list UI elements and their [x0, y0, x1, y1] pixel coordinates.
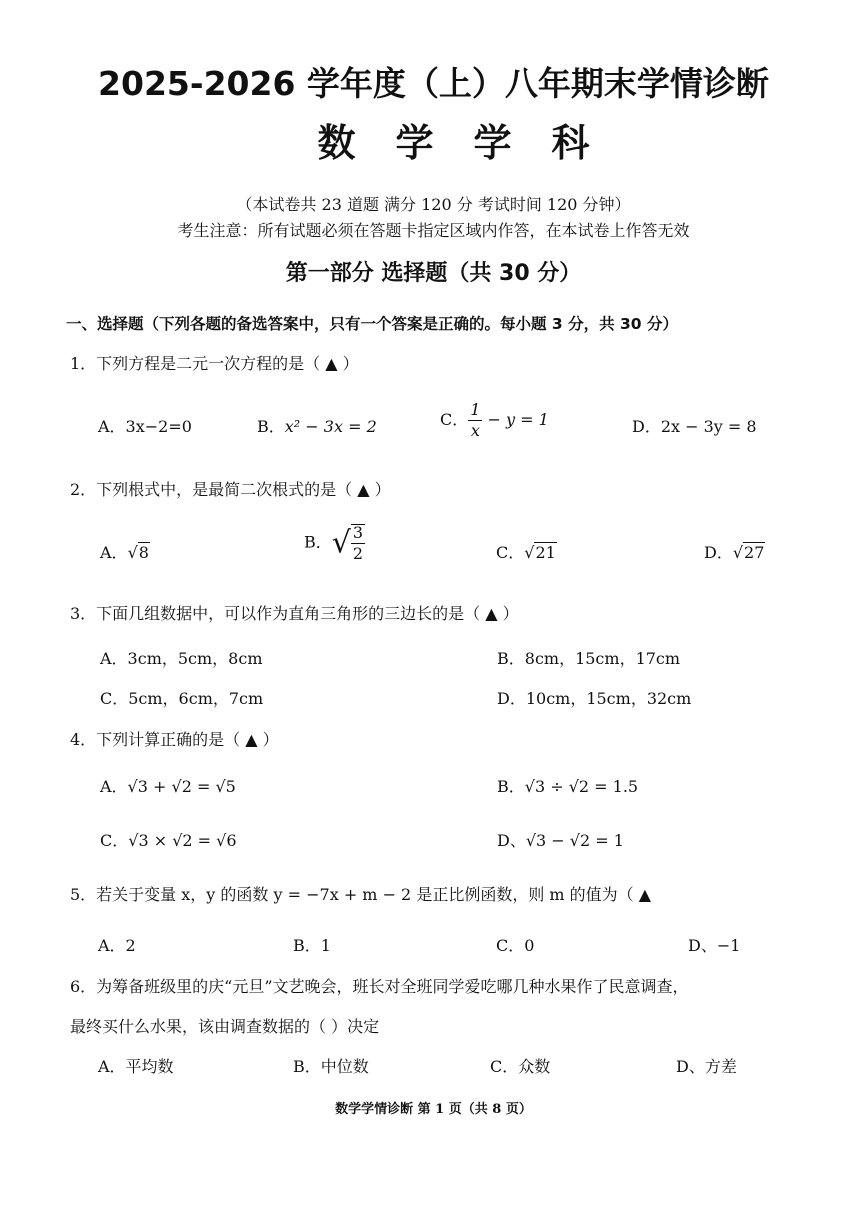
page-footer: 数学学情诊断 第 1 页（共 8 页） [335, 1102, 532, 1117]
q2-option-d-radicand: 27 [744, 543, 765, 562]
q5-option-c: C．0 [496, 936, 535, 955]
question-6-stem-line1: 6．为筹备班级里的庆“元旦”文艺晚会，班长对全班同学爱吃哪几种水果作了民意调查， [70, 977, 689, 996]
q1-option-b [257, 414, 377, 437]
q5-option-a: A．2 [98, 936, 136, 955]
q2-option-b-numerator: 3 [352, 523, 364, 542]
q1-option-c-denominator: x [470, 421, 480, 440]
q2-option-a-radical: √8 [127, 543, 149, 562]
subject-title: 数学学科 [317, 121, 630, 165]
q1-option-c-numerator: 1 [470, 400, 481, 419]
q2-option-b [304, 524, 365, 562]
exam-info: （本试卷共 23 道题 满分 120 分 考试时间 120 分钟） [236, 195, 631, 214]
question-1-stem: 1．下列方程是二元一次方程的是（ ▲ ） [70, 354, 359, 373]
q3-option-c: C．5cm，6cm，7cm [100, 689, 264, 708]
q4-option-b: B．√3 ÷ √2 = 1.5 [497, 777, 639, 796]
q2-option-c-label: C． [496, 543, 525, 562]
q2-option-d [704, 540, 765, 563]
q1-option-d: D．2x − 3y = 8 [632, 417, 757, 436]
q2-option-a-radicand: 8 [138, 543, 149, 562]
q1-option-a: A．3x−2=0 [98, 417, 192, 436]
section-title: 一、选择题（下列各题的备选答案中，只有一个答案是正确的。每小题 3 分，共 30 分） [66, 315, 678, 333]
q3-option-b: B．8cm，15cm，17cm [497, 649, 681, 668]
q6-option-a: A．平均数 [98, 1057, 174, 1076]
q5-option-b: B．1 [293, 936, 331, 955]
q4-option-c: C．√3 × √2 = √6 [100, 831, 237, 850]
q1-option-b-expr: x² − 3x = 2 [284, 417, 377, 436]
q4-option-d: D、√3 − √2 = 1 [497, 831, 624, 850]
question-6-stem-line2: 最终买什么水果，该由调查数据的（ ）决定 [70, 1017, 380, 1036]
q1-option-c [440, 402, 549, 439]
q2-option-d-label: D． [704, 543, 733, 562]
question-4-stem: 4．下列计算正确的是（ ▲ ） [70, 730, 279, 749]
question-3-stem: 3．下面几组数据中，可以作为直角三角形的三边长的是（ ▲ ） [70, 604, 519, 623]
q2-option-a [100, 540, 150, 563]
q1-option-c-rest: − y = 1 [482, 410, 549, 429]
q2-option-b-label: B． [304, 532, 332, 552]
q5-option-d: D、−1 [688, 936, 741, 955]
question-5-stem: 5．若关于变量 x，y 的函数 y = −7x + m − 2 是正比例函数，则 m 的值为（ ▲ [70, 885, 652, 904]
q3-option-d: D．10cm，15cm，32cm [497, 689, 692, 708]
q1-option-b-label: B． [257, 417, 285, 436]
q2-option-b-fraction [351, 524, 365, 562]
question-2-stem: 2．下列根式中，是最简二次根式的是（ ▲ ） [70, 480, 391, 499]
q6-option-c: C．众数 [490, 1057, 551, 1076]
q6-option-b: B．中位数 [293, 1057, 369, 1076]
exam-title: 2025-2026 学年度（上）八年期末学情诊断 [98, 64, 769, 103]
q2-option-c-radical: √21 [524, 543, 556, 562]
q2-option-d-radical: √27 [732, 543, 765, 562]
q2-option-b-denominator: 2 [352, 544, 364, 563]
q1-option-c-label: C． [440, 410, 469, 429]
q2-option-a-label: A． [100, 543, 128, 562]
q6-option-d: D、方差 [676, 1057, 737, 1076]
q3-option-a: A．3cm，5cm，8cm [100, 649, 263, 668]
q1-option-c-fraction [468, 402, 482, 439]
exam-notice: 考生注意：所有试题必须在答题卡指定区域内作答，在本试卷上作答无效 [177, 221, 690, 240]
q4-option-a: A．√3 + √2 = √5 [100, 777, 236, 796]
q2-option-c [496, 540, 557, 563]
q2-option-b-radical-sign: √ [331, 525, 351, 561]
q2-option-c-radicand: 21 [535, 543, 556, 562]
part-title: 第一部分 选择题（共 30 分） [285, 261, 582, 286]
